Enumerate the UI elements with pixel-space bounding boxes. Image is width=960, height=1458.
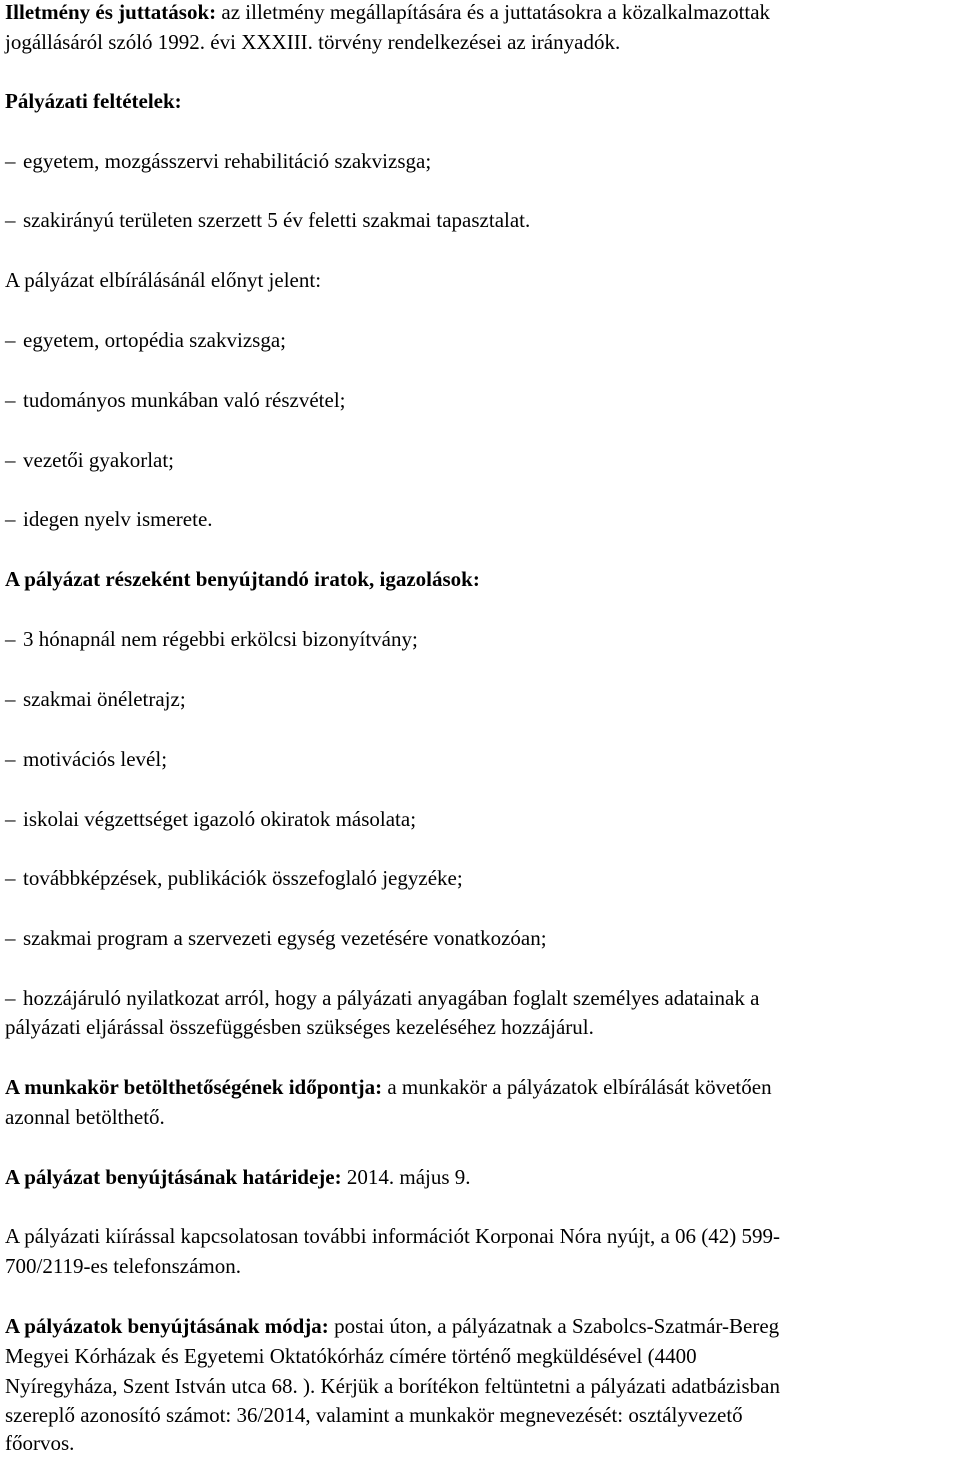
- list-item: – szakmai önéletrajz;: [5, 685, 186, 714]
- documents-heading: A pályázat részeként benyújtandó iratok, igazolások:: [5, 567, 480, 591]
- submission-line4: szereplő azonosító számot: 36/2014, valamint a munkakör megnevezését: osztályvezető: [5, 1403, 743, 1427]
- start-date-label: A munkakör betölthetőségének időpontja:: [5, 1075, 383, 1099]
- conditions-heading: Pályázati feltételek:: [5, 89, 182, 113]
- dash-icon: –: [5, 986, 16, 1010]
- advantages-heading: A pályázat elbírálásánál előnyt jelent:: [5, 268, 322, 292]
- deadline-label: A pályázat benyújtásának határideje:: [5, 1165, 342, 1189]
- dash-icon: –: [5, 926, 16, 950]
- list-item: – szakirányú területen szerzett 5 év feletti szakmai tapasztalat.: [5, 206, 530, 235]
- dash-icon: –: [5, 687, 16, 711]
- dash-icon: –: [5, 866, 16, 890]
- submission-line2: Megyei Kórházak és Egyetemi Oktatókórház címére történő megküldésével (4400: [5, 1344, 697, 1368]
- start-date-paragraph: A munkakör betölthetőségének időpontja: a munkakör a pályázatok elbírálását követően: [5, 1075, 772, 1099]
- contact-line1: A pályázati kiírással kapcsolatosan további információt Korponai Nóra nyújt, a 06 (42) 599-: [5, 1224, 781, 1248]
- submission-label: A pályázatok benyújtásának módja:: [5, 1314, 329, 1338]
- salary-paragraph: [5, 0, 770, 27]
- list-item: – egyetem, ortopédia szakvizsga;: [5, 326, 286, 355]
- dash-icon: –: [5, 328, 16, 352]
- list-item: – hozzájáruló nyilatkozat arról, hogy a pályázati anyagában foglalt személyes adatainak a: [5, 984, 759, 1013]
- consent-line2: pályázati eljárással összefüggésben szükséges kezeléséhez hozzájárul.: [5, 1015, 594, 1039]
- start-date-line2: azonnal betölthető.: [5, 1105, 165, 1129]
- list-item: – idegen nyelv ismerete.: [5, 505, 213, 534]
- contact-line2: 700/2119-es telefonszámon.: [5, 1254, 241, 1278]
- submission-line5: főorvos.: [5, 1431, 75, 1455]
- submission-line3: Nyíregyháza, Szent István utca 68. ). Kérjük a borítékon feltüntetni a pályázati adatbázisban: [5, 1374, 780, 1398]
- list-item: – 3 hónapnál nem régebbi erkölcsi bizonyítvány;: [5, 625, 418, 654]
- list-item: – szakmai program a szervezeti egység vezetésére vonatkozóan;: [5, 924, 547, 953]
- list-item: – motivációs levél;: [5, 745, 167, 774]
- dash-icon: –: [5, 507, 16, 531]
- list-item: – iskolai végzettséget igazoló okiratok másolata;: [5, 805, 416, 834]
- deadline-paragraph: [5, 1163, 471, 1192]
- deadline-value: 2014. május 9.: [341, 1165, 471, 1189]
- dash-icon: –: [5, 149, 16, 173]
- dash-icon: –: [5, 807, 16, 831]
- dash-icon: –: [5, 448, 16, 472]
- list-item: – vezetői gyakorlat;: [5, 446, 174, 475]
- dash-icon: –: [5, 208, 16, 232]
- submission-paragraph: A pályázatok benyújtásának módja: postai úton, a pályázatnak a Szabolcs-Szatmár-Bereg: [5, 1314, 780, 1338]
- dash-icon: –: [5, 627, 16, 651]
- dash-icon: –: [5, 388, 16, 412]
- salary-label: Illetmény és juttatások:: [5, 0, 217, 24]
- salary-paragraph-line2: jogállásáról szóló 1992. évi XXXIII. törvény rendelkezései az irányadók.: [5, 30, 621, 54]
- list-item: – továbbképzések, publikációk összefoglaló jegyzéke;: [5, 864, 463, 893]
- dash-icon: –: [5, 747, 16, 771]
- list-item: – egyetem, mozgásszervi rehabilitáció szakvizsga;: [5, 147, 431, 176]
- salary-text: az illetmény megállapítására és a juttatásokra a közalkalmazottak: [216, 0, 771, 24]
- list-item: – tudományos munkában való részvétel;: [5, 386, 346, 415]
